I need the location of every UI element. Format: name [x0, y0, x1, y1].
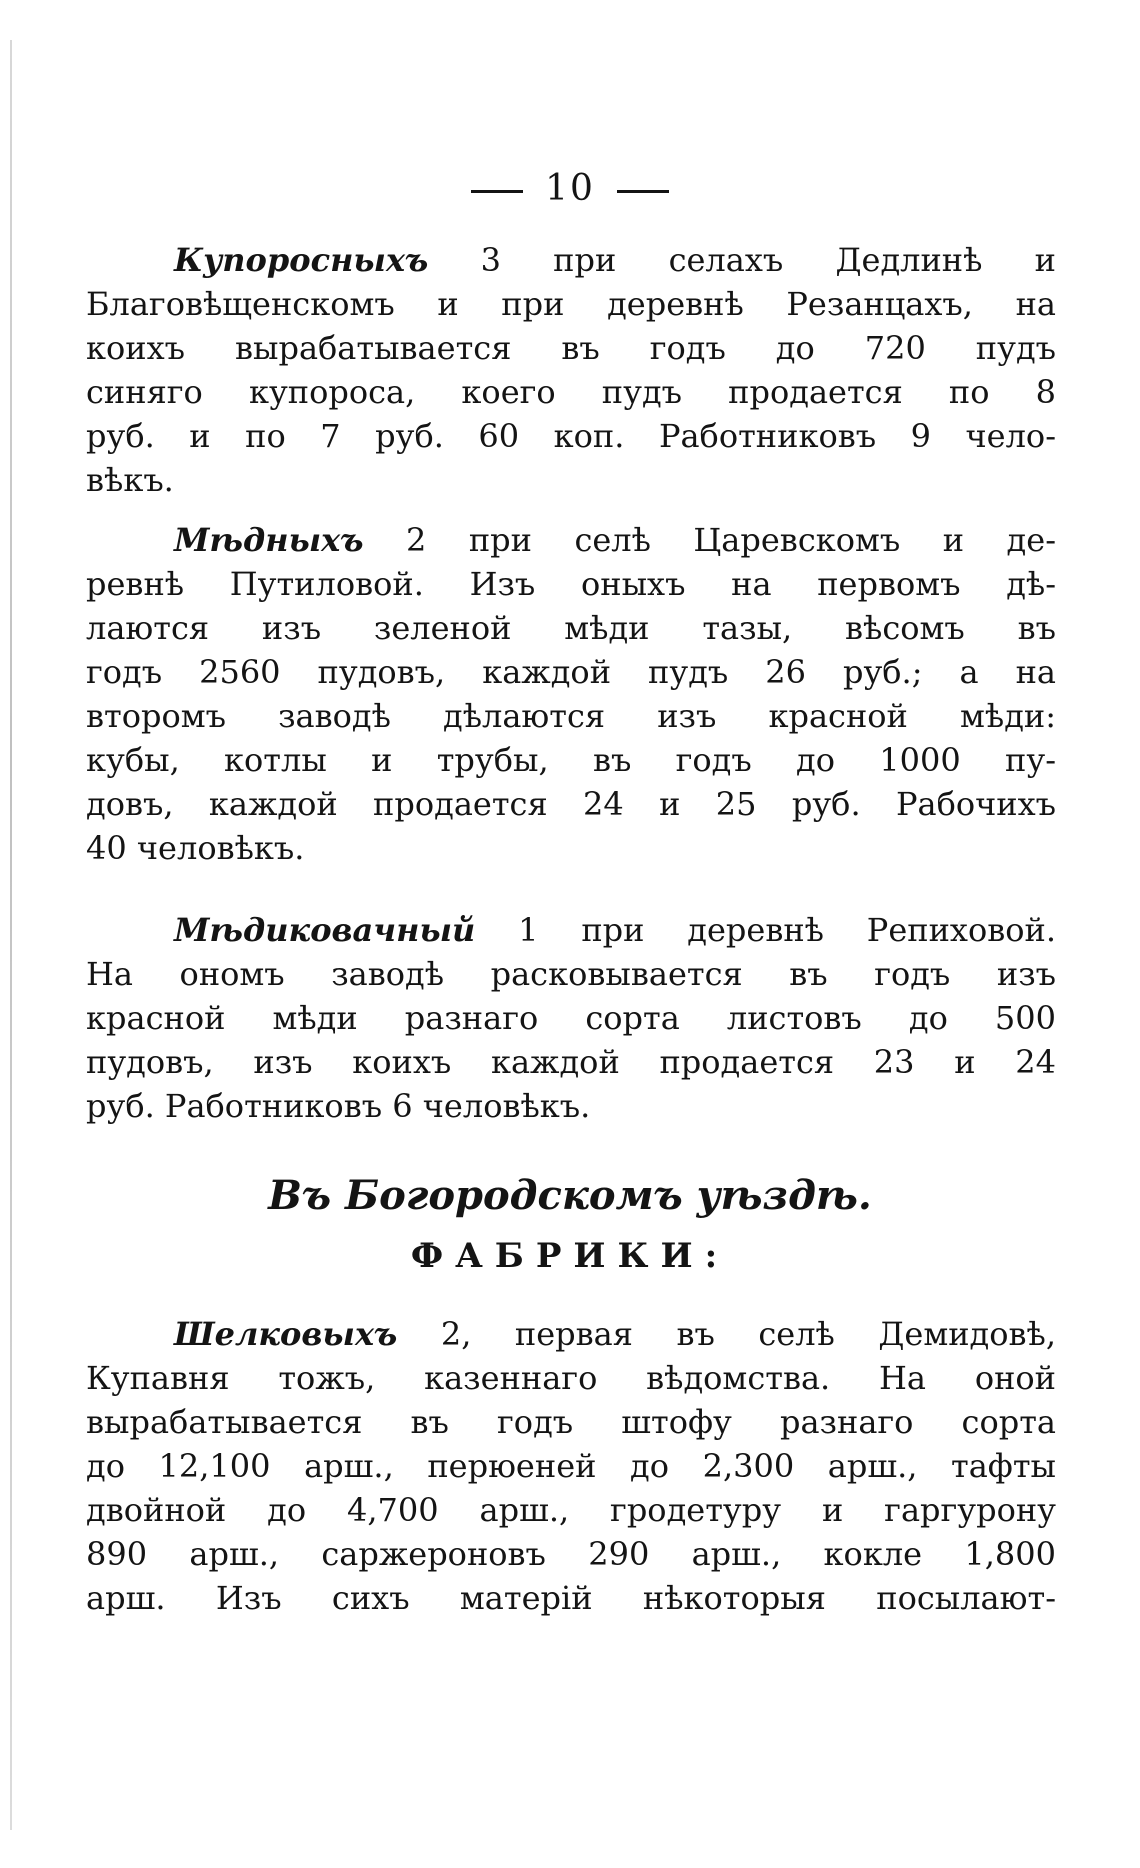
paragraph-line: кубы, котлы и трубы, въ годъ до 1000 пу- [86, 741, 1056, 779]
paragraph-line: арш. Изъ сихъ матерій нѣкоторыя посылают- [86, 1579, 1056, 1617]
paragraph-line: синяго купороса, коего пудъ продается по 8 [86, 373, 1056, 411]
paragraph-term: Мѣдиковачный [174, 911, 476, 949]
paragraph-line: лаются изъ зеленой мѣди тазы, вѣсомъ въ [86, 609, 1056, 647]
paragraph-line: 890 арш., саржероновъ 290 арш., кокле 1,800 [86, 1535, 1056, 1573]
paragraph-line: довъ, каждой продается 24 и 25 руб. Рабочихъ [86, 785, 1056, 823]
paragraph-line: годъ 2560 пудовъ, каждой пудъ 26 руб.; а на [86, 653, 1056, 691]
paragraph-line: до 12,100 арш., перюеней до 2,300 арш., тафты [86, 1447, 1056, 1485]
paragraph-line: вырабатывается въ годъ штофу разнаго сорта [86, 1403, 1056, 1441]
paragraph-line: руб. и по 7 руб. 60 коп. Работниковъ 9 чело- [86, 417, 1056, 455]
paragraph-line: пудовъ, изъ коихъ каждой продается 23 и 24 [86, 1043, 1056, 1081]
header-dash-right [617, 190, 669, 193]
paragraph-line: Купоросныхъ 3 при селахъ Дедлинѣ и [174, 241, 1056, 279]
section-heading-factories: ФАБРИКИ: [410, 1236, 730, 1276]
paragraph-line: двойной до 4,700 арш., гродетуру и гаргурону [86, 1491, 1056, 1529]
paragraph-line: коихъ вырабатывается въ годъ до 720 пудъ [86, 329, 1056, 367]
paragraph-line: красной мѣди разнаго сорта листовъ до 500 [86, 999, 1056, 1037]
paragraph-line: вѣкъ. [86, 461, 174, 499]
paragraph-silk-factories [86, 1312, 1056, 1620]
paragraph-line: Благовѣщенскомъ и при деревнѣ Резанцахъ, на [86, 285, 1056, 323]
paragraph-copper-forging-works [86, 908, 1056, 1128]
paragraph-line: Мѣдиковачный 1 при деревнѣ Репиховой. [174, 911, 1056, 949]
paragraph-vitriol-works [86, 238, 1056, 502]
paragraph-line: На ономъ заводѣ расковывается въ годъ изъ [86, 955, 1056, 993]
paragraph-line: ревнѣ Путиловой. Изъ оныхъ на первомъ дѣ- [86, 565, 1056, 603]
page-number: 10 [545, 168, 595, 209]
header-dash-left [471, 190, 523, 193]
paragraph-copper-works [86, 518, 1056, 870]
paragraph-term: Купоросныхъ [174, 241, 429, 279]
paragraph-line: руб. Работниковъ 6 человѣкъ. [86, 1087, 591, 1125]
paragraph-line: 40 человѣкъ. [86, 829, 305, 867]
paragraph-term: Шелковыхъ [174, 1315, 398, 1353]
paragraph-line: Шелковыхъ 2, первая въ селѣ Демидовѣ, [174, 1315, 1056, 1353]
paragraph-line: Мѣдныхъ 2 при селѣ Царевскомъ и де- [174, 521, 1056, 559]
page-header [0, 168, 1140, 209]
page-edge-shadow [10, 40, 12, 1830]
paragraph-term: Мѣдныхъ [174, 521, 364, 559]
paragraph-line: второмъ заводѣ дѣлаются изъ красной мѣди: [86, 697, 1056, 735]
paragraph-line: Купавня тожъ, казеннаго вѣдомства. На оной [86, 1359, 1056, 1397]
section-heading-district: Въ Богородскомъ уѣздѣ. [268, 1172, 872, 1219]
